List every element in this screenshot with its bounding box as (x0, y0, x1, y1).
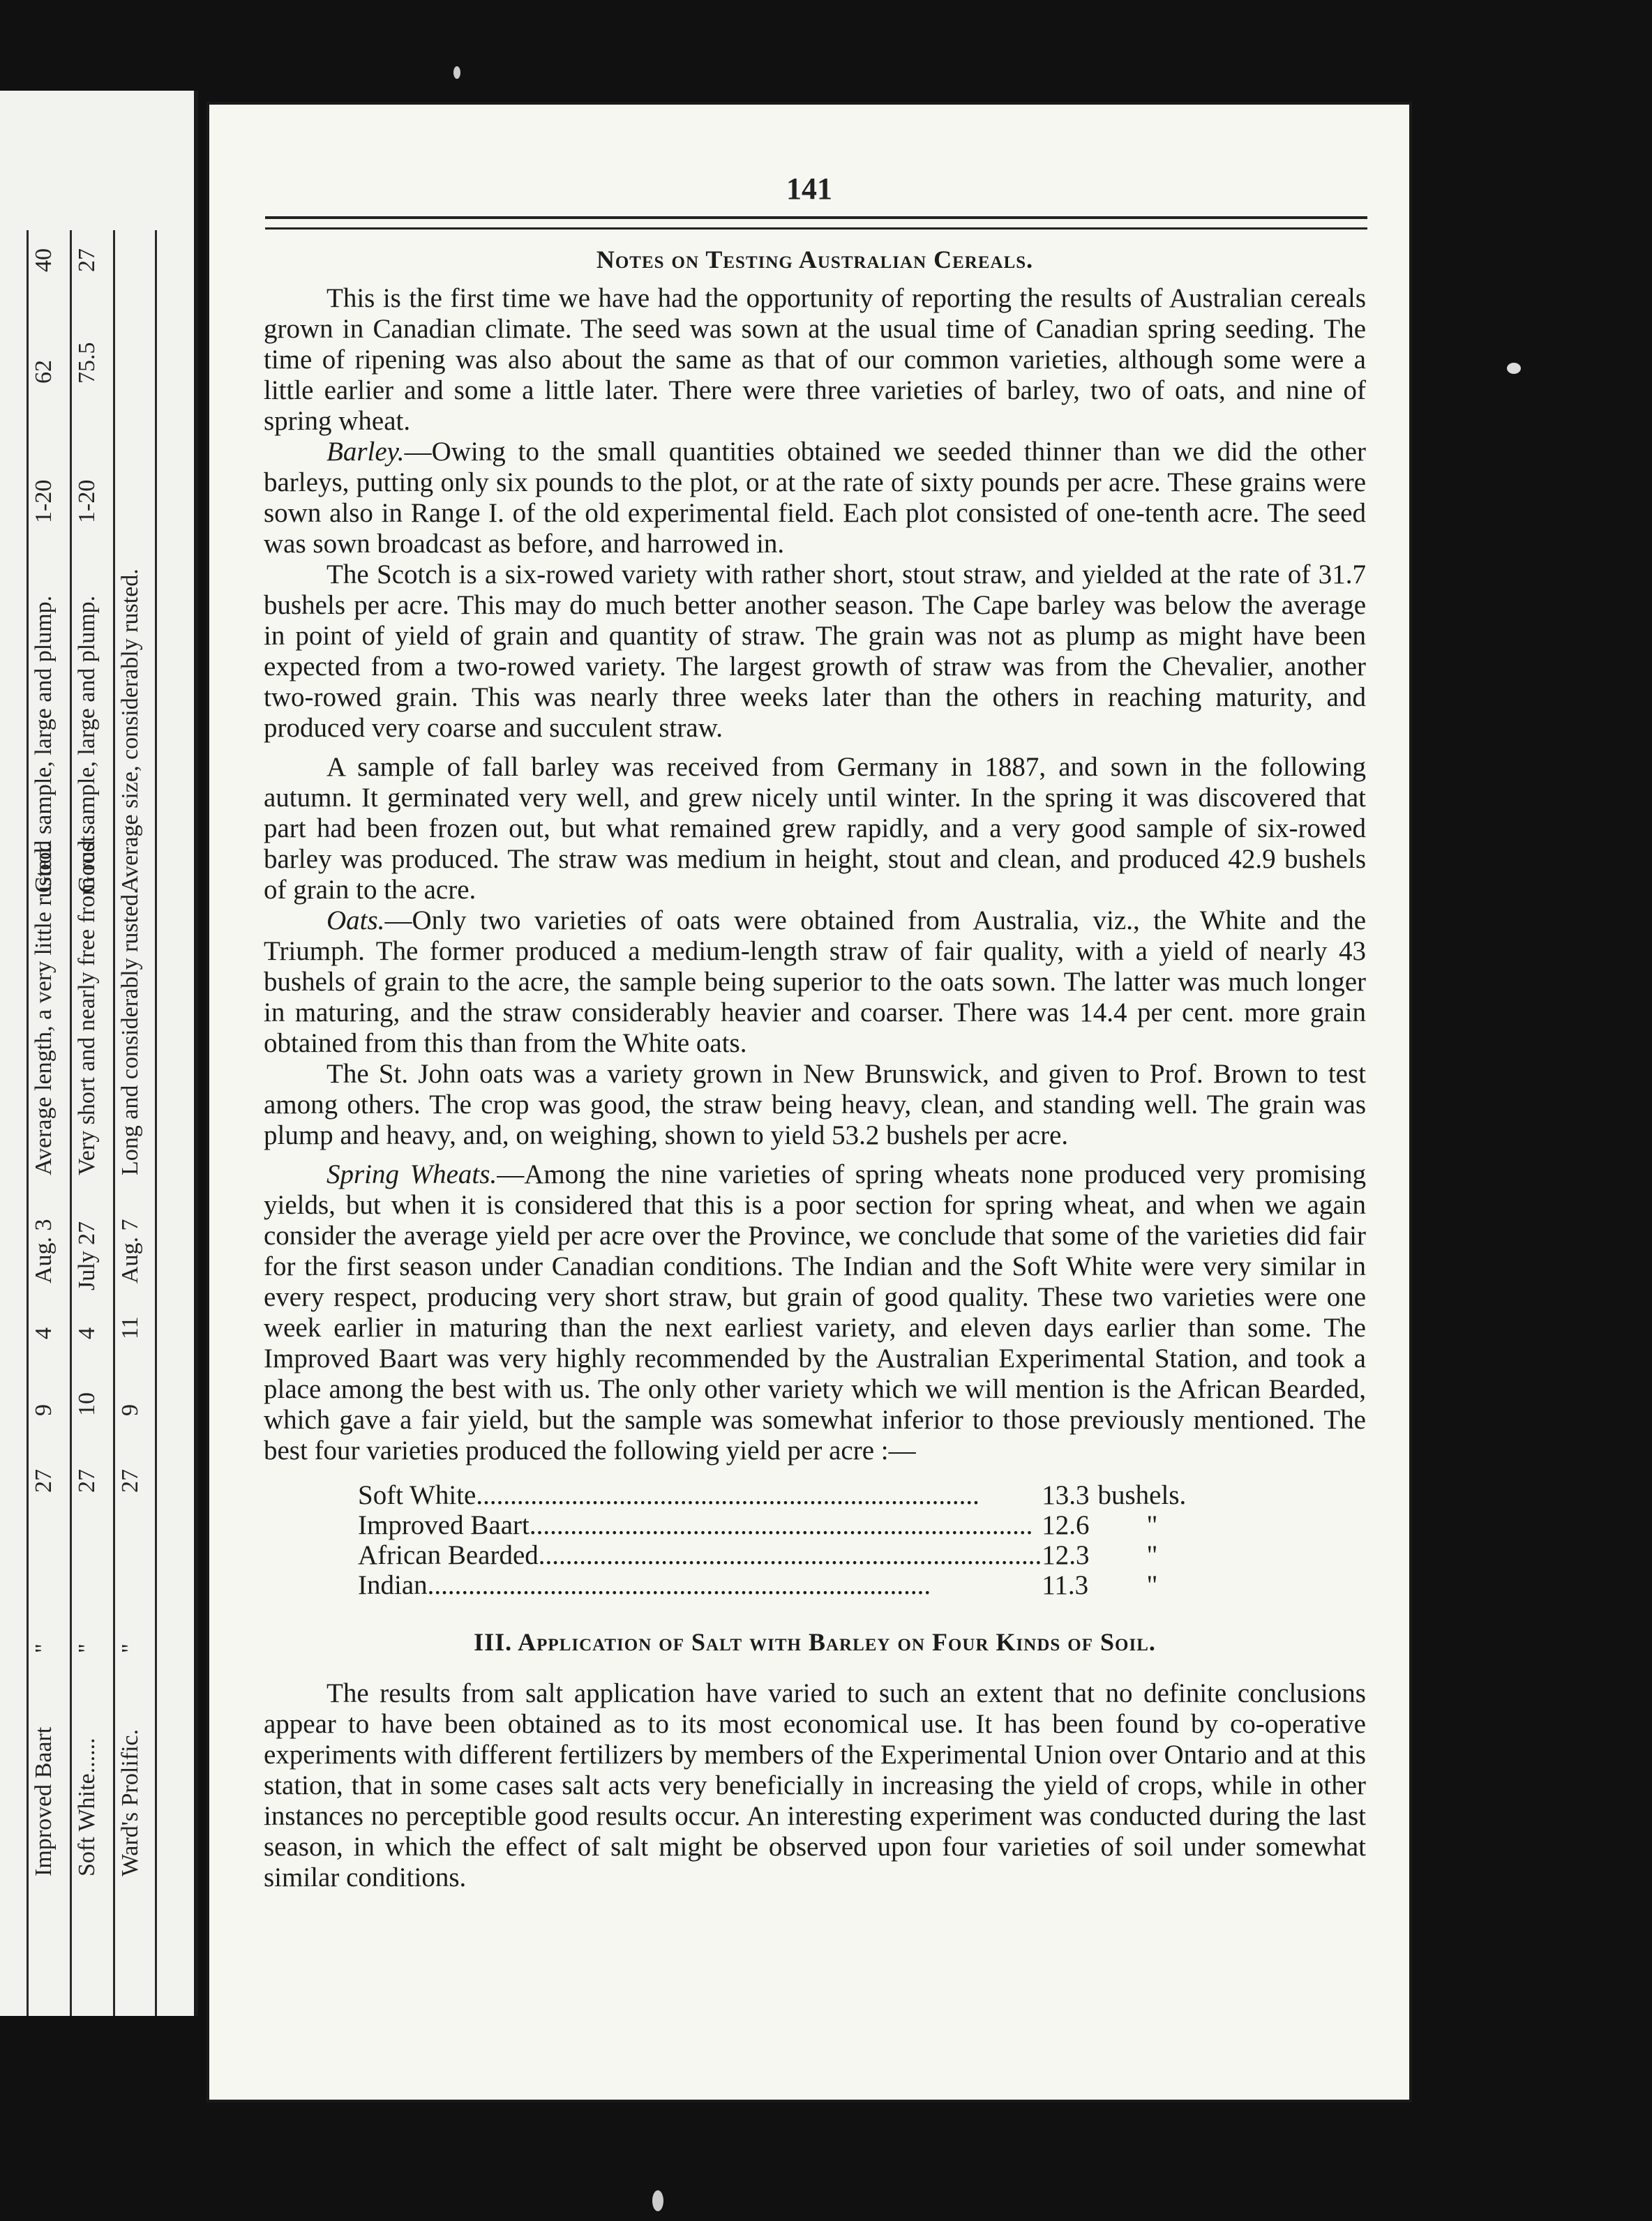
scan-speck (1507, 363, 1521, 374)
table-cell-ripe: July 27 (74, 1221, 100, 1290)
table-cell-quality: Good sample, large and plump. (74, 595, 100, 893)
table-row (358, 1570, 1202, 1600)
table-rule (70, 230, 72, 2016)
yield-unit: bushels. (1097, 1480, 1187, 1510)
run-in-heading: Oats. (326, 905, 385, 935)
table-cell-num: 4 (74, 1327, 100, 1339)
table-row (358, 1510, 1202, 1540)
table-cell-weight: 1-20 (31, 479, 57, 523)
table-cell-num: 9 (31, 1404, 57, 1416)
table-cell-num: 11 (117, 1316, 143, 1339)
table-cell-description: Long and considerably rusted. (117, 888, 143, 1175)
table-cell-ditto: " (31, 1643, 57, 1653)
table-cell-date: 27 (74, 1469, 100, 1493)
page (209, 105, 1409, 2100)
paragraph-spring-wheats (264, 1159, 1366, 1466)
table-cell-ripe: Aug. 3 (31, 1219, 57, 1283)
run-in-heading: Spring Wheats. (326, 1159, 497, 1189)
yield-value: 12.3 (1042, 1540, 1090, 1570)
table-cell-ripe: Aug. 7 (117, 1219, 143, 1283)
table-cell-date: 27 (117, 1469, 143, 1493)
paragraph-text: —Only two varieties of oats were obtained from Australia, viz., the White and the Triumph. The former produced a medium-length straw of fair quality, with a yield of nearly 43 bushels of grain to the acre, the sample being superior to the oats sown. The latter was much longer in maturing, and the straw considerably heavier and coarser. There was 14.4 per cent. more grain obtained from this than from the White oats. (264, 905, 1366, 1058)
section-heading: Notes on Testing Australian Cereals. (596, 246, 1034, 273)
page-content (264, 244, 1366, 1893)
table-cell-description: Average length, a very little rusted. (31, 841, 57, 1175)
section-heading: III. Application of Salt with Barley on Four Kinds of Soil. (474, 1628, 1156, 1656)
run-in-heading: Barley. (326, 437, 405, 467)
paragraph: A sample of fall barley was received from Germany in 1887, and sown in the following autumn. It germinated very well, and grew nicely until winter. In the spring it was discovered that part had been frozen out, but what remained grew rapidly, and a very good sample of six-rowed barley was produced. The straw was medium in height, stout and clean, and produced 42.9 bushels of grain to the acre. (264, 752, 1366, 905)
table-cell-num: 4 (31, 1327, 57, 1339)
yield-value: 11.3 (1042, 1570, 1089, 1600)
table-row (358, 1480, 1202, 1510)
table-cell-weight: 1-20 (74, 479, 100, 523)
table-cell-yield: 62 (31, 360, 57, 384)
paragraph: This is the first time we have had the opportunity of reporting the results of Australian cereals grown in Canadian climate. The seed was sown at the usual time of Canadian spring seeding. The time of ripening was also about the same as that of our common varieties, although some were a little earlier and some a little later. There were three varieties of barley, two of oats, and nine of spring wheat. (264, 283, 1366, 436)
table-cell-variety: Soft White...... (74, 1738, 100, 1876)
table-rule (155, 230, 157, 2016)
yield-table (358, 1480, 1202, 1600)
table-rule (27, 230, 29, 2016)
table-rule (113, 230, 115, 2016)
table-cell-quality: Average size, considerably rusted. (117, 569, 143, 893)
yield-variety: African Bearded.......................................................................... (358, 1540, 1042, 1570)
rotated-table (0, 91, 194, 2016)
yield-variety: Soft White.......................................................................... (358, 1480, 979, 1510)
yield-unit: " (1146, 1540, 1158, 1570)
table-cell-variety: Improved Baart (31, 1726, 57, 1876)
table-cell-num: 9 (117, 1404, 143, 1416)
paragraph: The Scotch is a six-rowed variety with rather short, stout straw, and yielded at the rate of 31.7 bushels per acre. This may do much better another season. The Cape barley was below the average in point of yield of grain and quantity of straw. The grain was not as plump as might have been expected from a two-rowed variety. The largest growth of straw was from the Chevalier, another two-rowed grain. This was nearly three weeks later than the others in reaching maturity, and produced very coarse and succulent straw. (264, 559, 1366, 743)
table-cell-description: Very short and nearly free from rust. (74, 829, 100, 1175)
table-cell-variety: Ward's Prolific. (117, 1729, 143, 1876)
paragraph: The St. John oats was a variety grown in New Brunswick, and given to Prof. Brown to test among others. The crop was good, the straw being heavy, clean, and standing well. The grain was plump and heavy, and, on weighing, shown to yield 53.2 bushels per acre. (264, 1059, 1366, 1150)
paragraph-text: —Among the nine varieties of spring wheats none produced very promising yields, but when it is considered that this is a poor section for spring wheat, and when we again consider the average yield per acre over the Province, we conclude that some of the varieties did fair for the first season under Canadian conditions. The Indian and the Soft White were very similar in every respect, producing very short straw, but grain of good quality. These two varieties were one week earlier in maturing than the next earliest variety, and eleven days earlier than some. The Improved Baart was very highly recommended by the Australian Experimental Station, and took a place among the best with us. The only other variety which we will mention is the African Bearded, which gave a fair yield, but the sample was somewhat inferior to those previously mentioned. The best four varieties produced the following yield per acre :— (264, 1159, 1367, 1466)
yield-variety: Improved Baart.......................................................................... (358, 1510, 1033, 1540)
table-cell-quality: Good sample, large and plump. (31, 595, 57, 893)
table-cell-ditto: " (117, 1643, 143, 1653)
paragraph: The results from salt application have varied to such an extent that no definite conclusions appear to have been obtained as to its most economical use. It has been found by co-operative experiments with different fertilizers by members of the Experimental Union over Ontario and at this station, that in some cases salt acts very beneficially in increasing the yield of crops, while in other instances no perceptible good results occur. An interesting experiment was conducted during the last season, in which the effect of salt might be observed upon four varieties of soil under somewhat similar conditions. (264, 1678, 1366, 1892)
table-cell-straw: 40 (31, 248, 57, 272)
page-number: 141 (786, 172, 832, 206)
paragraph-oats (264, 905, 1366, 1059)
table-cell-num: 10 (74, 1392, 100, 1416)
paragraph-barley (264, 437, 1366, 559)
yield-variety: Indian.......................................................................... (358, 1570, 931, 1600)
table-cell-ditto: " (74, 1643, 100, 1653)
table-cell-yield: 75.5 (74, 342, 100, 384)
scan-speck (453, 66, 460, 79)
yield-unit: " (1146, 1510, 1158, 1540)
yield-value: 12.6 (1042, 1510, 1090, 1540)
scan-speck (652, 2190, 663, 2211)
yield-unit: " (1146, 1570, 1158, 1600)
table-cell-date: 27 (31, 1469, 57, 1493)
table-row (358, 1540, 1202, 1570)
paragraph-text: —Owing to the small quantities obtained we seeded thinner than we did the other barleys, putting only six pounds to the plot, or at the rate of sixty pounds per acre. These grains were sown also in Range I. of the old experimental field. Each plot consisted of one-tenth acre. The seed was sown broadcast as before, and harrowed in. (264, 437, 1366, 559)
left-page-table (0, 91, 198, 2016)
header-rule (265, 216, 1367, 229)
yield-value: 13.3 (1042, 1480, 1090, 1510)
table-cell-straw: 27 (74, 248, 100, 272)
